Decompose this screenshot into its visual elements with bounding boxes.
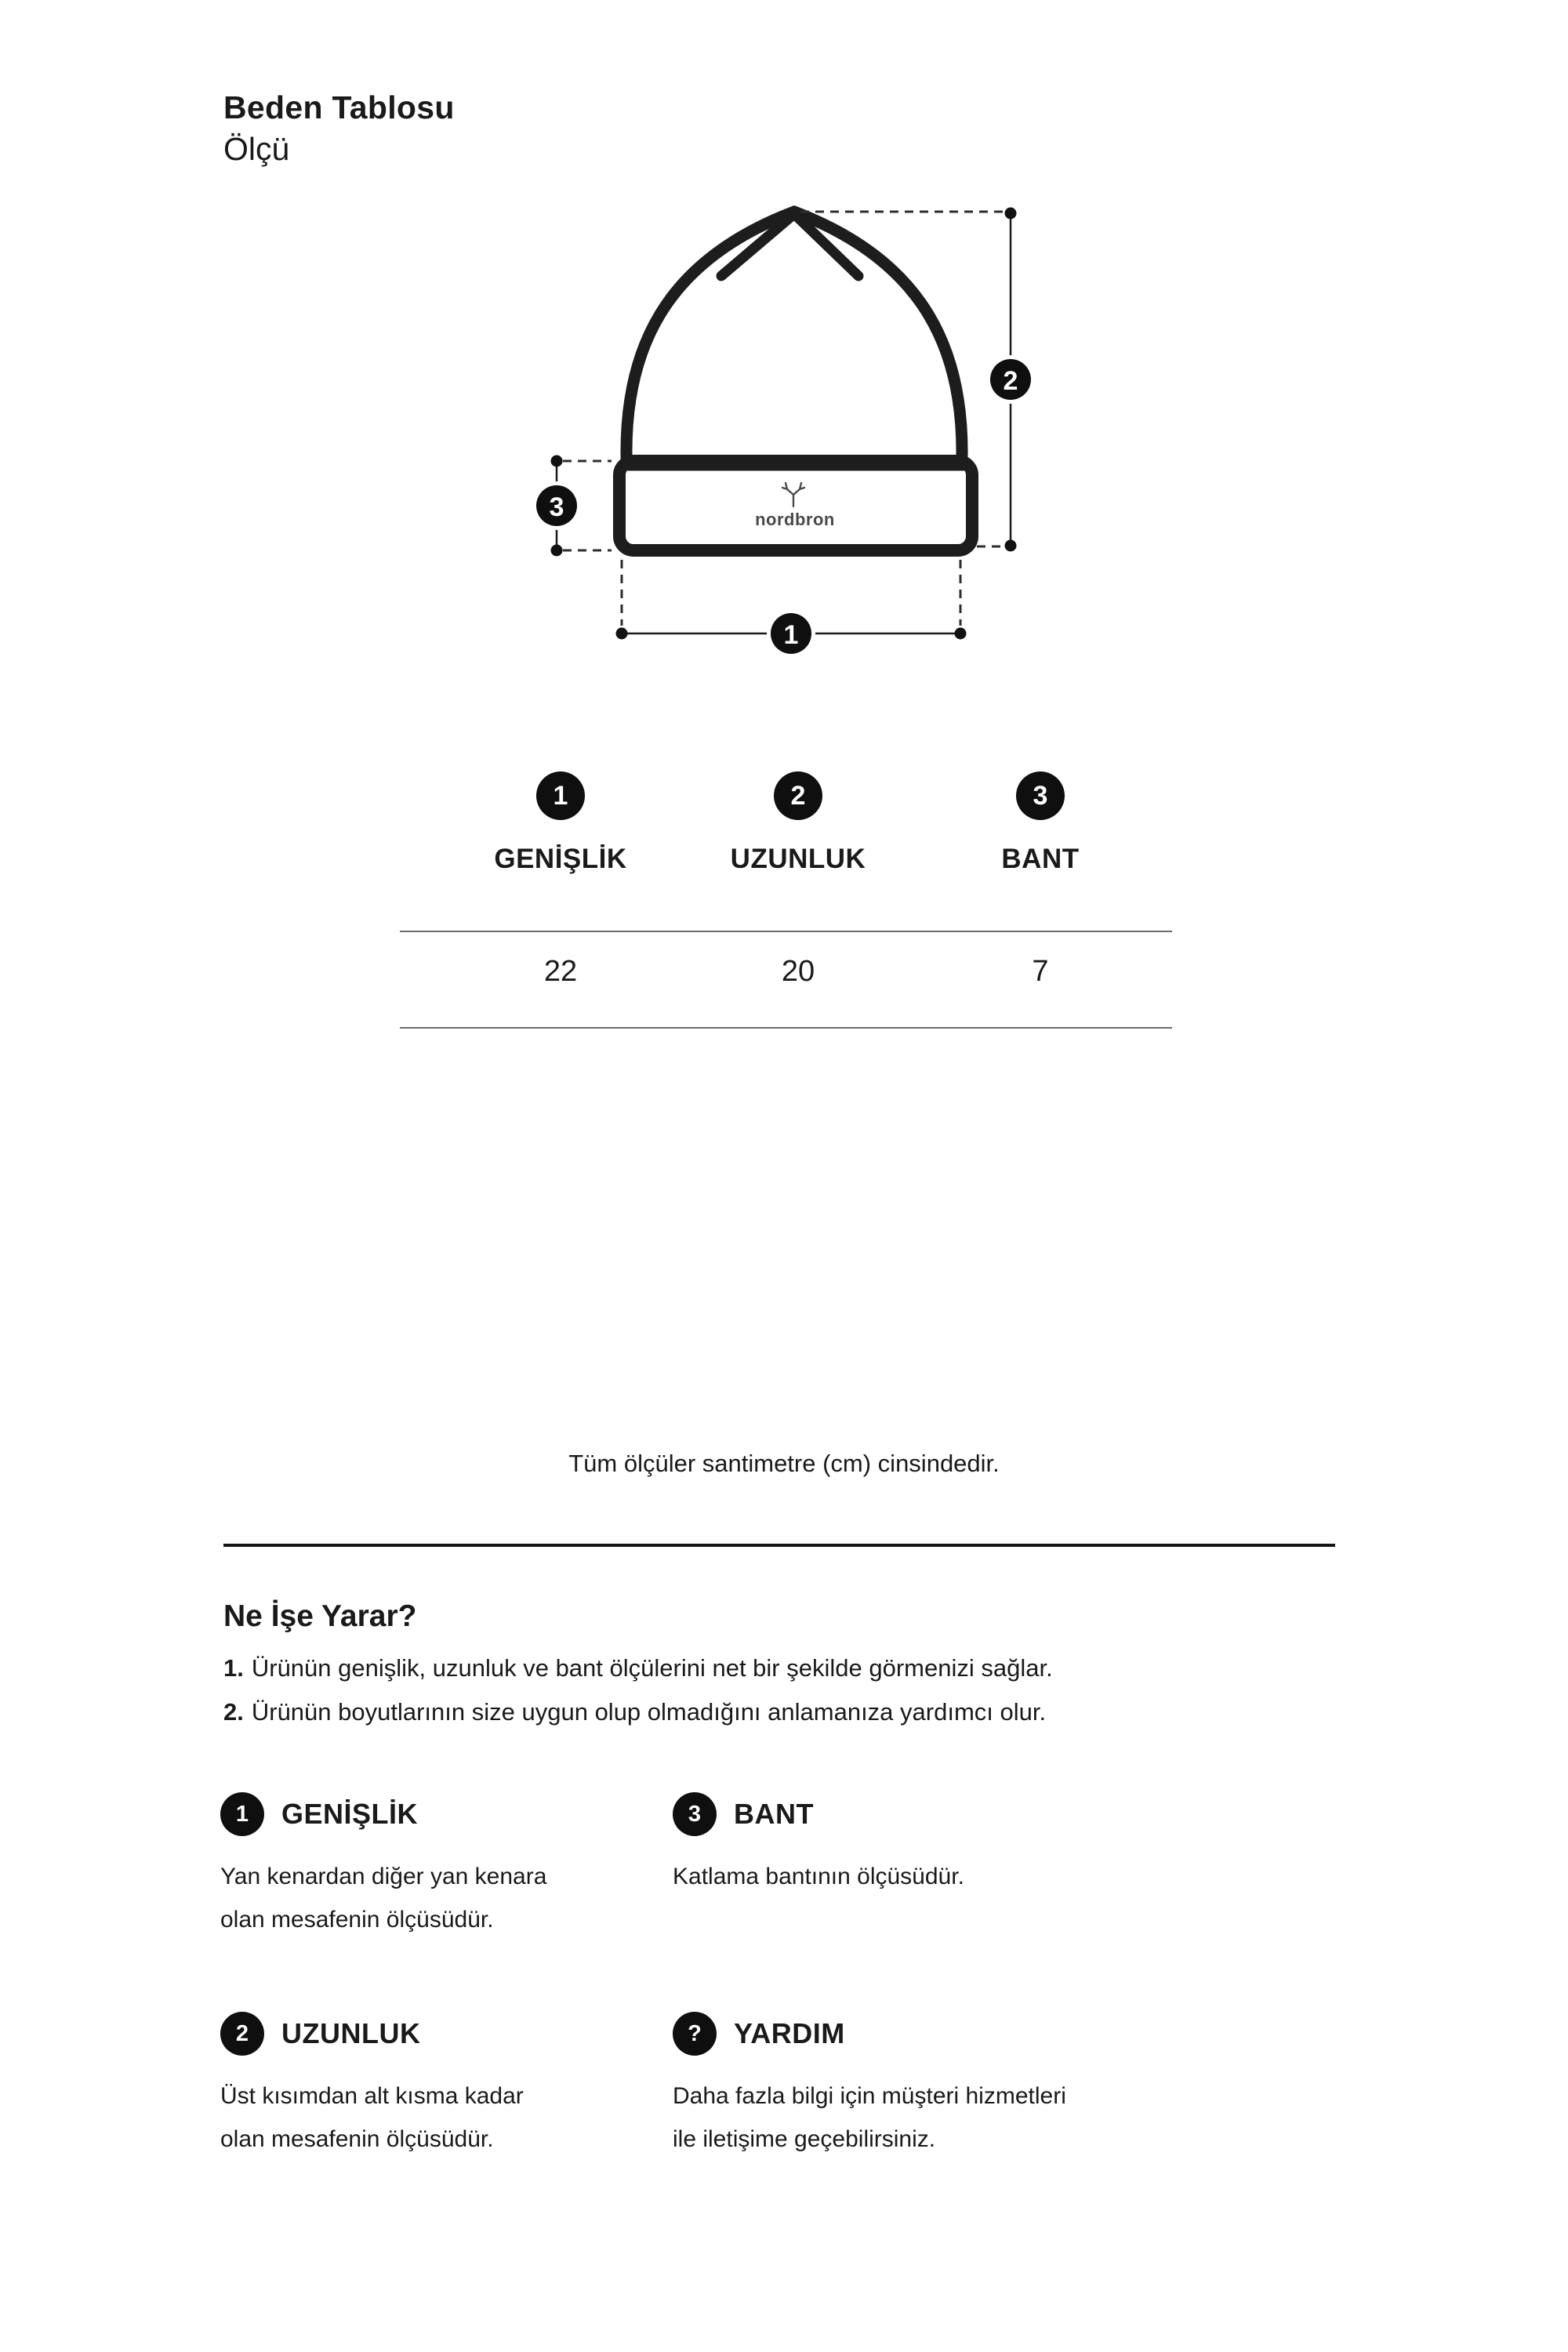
size-table: [400, 768, 1172, 1035]
info-item-2: [223, 1698, 1046, 1726]
endpoint-dot: [1005, 540, 1017, 552]
beanie-illustration: [619, 212, 972, 550]
info-item-number: 2.: [223, 1698, 244, 1726]
size-table-value-genislik: 22: [543, 955, 578, 988]
definition-title: BANT: [734, 1798, 814, 1830]
definition-yardim: [673, 2012, 1190, 2161]
info-heading: Ne İşe Yarar?: [223, 1599, 417, 1633]
help-question-badge: ?: [673, 2012, 717, 2056]
definition-badge-3: 3: [673, 1792, 717, 1836]
page-title: Beden Tablosu: [223, 89, 455, 125]
definition-genislik: [220, 1792, 659, 1941]
definition-description: [673, 1855, 1190, 1898]
definition-title: YARDIM: [734, 2017, 845, 2049]
brand-text: nordbron: [755, 510, 835, 529]
endpoint-dot: [551, 545, 563, 557]
definition-badge-2: 2: [220, 2012, 264, 2056]
endpoint-dot: [1005, 208, 1017, 220]
definition-line: Yan kenardan diğer yan kenara: [220, 1864, 547, 1889]
marker-label-2: 2: [1003, 366, 1018, 396]
definition-line: Üst kısımdan alt kısma kadar: [220, 2083, 524, 2109]
marker-label-3: 3: [549, 492, 564, 522]
endpoint-dot: [616, 628, 628, 640]
definition-bant: [673, 1792, 1190, 1898]
endpoint-dot: [551, 456, 563, 467]
definition-description: [673, 2074, 1190, 2161]
endpoint-dot: [955, 628, 967, 640]
section-divider: [223, 1544, 1335, 1547]
definition-description: [220, 1855, 659, 1941]
units-note: Tüm ölçüler santimetre (cm) cinsindedir.: [568, 1450, 1000, 1477]
info-item-1: [223, 1654, 1053, 1682]
size-table-marker-3: 3: [1016, 771, 1065, 820]
table-rule-bottom: [400, 1027, 1172, 1029]
definition-description: [220, 2074, 659, 2161]
dimension-line-width: [616, 560, 967, 658]
size-table-header-uzunluk: UZUNLUK: [730, 844, 866, 874]
definition-line: Daha fazla bilgi için müşteri hizmetleri: [673, 2083, 1066, 2109]
marker-label-1: 1: [783, 620, 799, 650]
info-item-text: Ürünün boyutlarının size uygun olup olmadığını anlamanıza yardımcı olur.: [251, 1698, 1047, 1726]
size-table-value-bant: 7: [1032, 955, 1049, 988]
definition-line: olan mesafenin ölçüsüdür.: [220, 1907, 494, 1933]
definition-line: olan mesafenin ölçüsüdür.: [220, 2126, 494, 2152]
page-subtitle: Ölçü: [223, 131, 290, 167]
beanie-cuff: [619, 461, 972, 550]
info-item-number: 1.: [223, 1654, 244, 1682]
definition-line: Katlama bantının ölçüsüdür.: [673, 1864, 964, 1889]
beanie-diagram-svg: [502, 188, 1066, 659]
beanie-dome: [626, 212, 962, 478]
definition-title: UZUNLUK: [281, 2017, 421, 2049]
definition-uzunluk: [220, 2012, 659, 2161]
size-table-header-genislik: GENİŞLİK: [494, 844, 627, 874]
dimension-line-band: [532, 456, 612, 557]
beanie-size-diagram: [502, 188, 1066, 659]
table-rule-top: [400, 931, 1172, 932]
size-table-header-bant: BANT: [1001, 844, 1080, 874]
definition-badge-1: 1: [220, 1792, 264, 1836]
size-table-marker-2: 2: [774, 771, 822, 820]
definition-title: GENİŞLİK: [281, 1798, 419, 1830]
size-table-value-uzunluk: 20: [781, 955, 815, 988]
size-table-marker-1: 1: [536, 771, 585, 820]
definition-line: ile iletişime geçebilirsiniz.: [673, 2126, 936, 2152]
info-item-text: Ürünün genişlik, uzunluk ve bant ölçülerini net bir şekilde görmenizi sağlar.: [251, 1654, 1053, 1682]
